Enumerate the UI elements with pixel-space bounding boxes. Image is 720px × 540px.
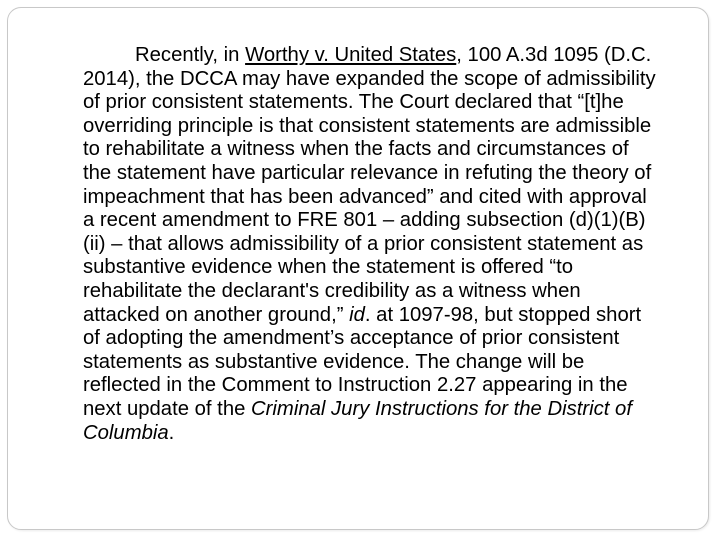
id-citation: id bbox=[349, 303, 365, 326]
paragraph-text-4: . bbox=[168, 421, 175, 444]
publication-title: Criminal Jury Instructions for the District of Columbia bbox=[83, 397, 632, 444]
case-name: Worthy v. United States bbox=[245, 44, 457, 66]
paragraph-text-2: , 100 A.3d 1095 (D.C. 2014), the DCCA may have expanded the scope of admissibility of prior consistent statements. The Court declared that “[t]he overriding principle is that consistent statements are admissible to rehabilitate a witness when the facts and circumstances of the statement have particular relevance in refuting the theory of impeachment that has been advanced” and cited with approval a recent amendment to FRE 801 – adding subsection (d)(1)(B)(ii) – that allows admissibility of a prior consistent statement as substantive evidence when the statement is offered “to rehabilitate the declarant's credibility as a witness when attacked on another ground,” bbox=[83, 44, 656, 326]
body-paragraph bbox=[83, 44, 658, 445]
paragraph-text-1: Recently, in bbox=[135, 44, 246, 66]
paragraph-text-3: . at 1097-98, but stopped short of adopting the amendment’s acceptance of prior consistent statements as substantive evidence. The change will be reflected in the Comment to Instruction 2.27 appearing in the next update of the bbox=[83, 303, 642, 420]
